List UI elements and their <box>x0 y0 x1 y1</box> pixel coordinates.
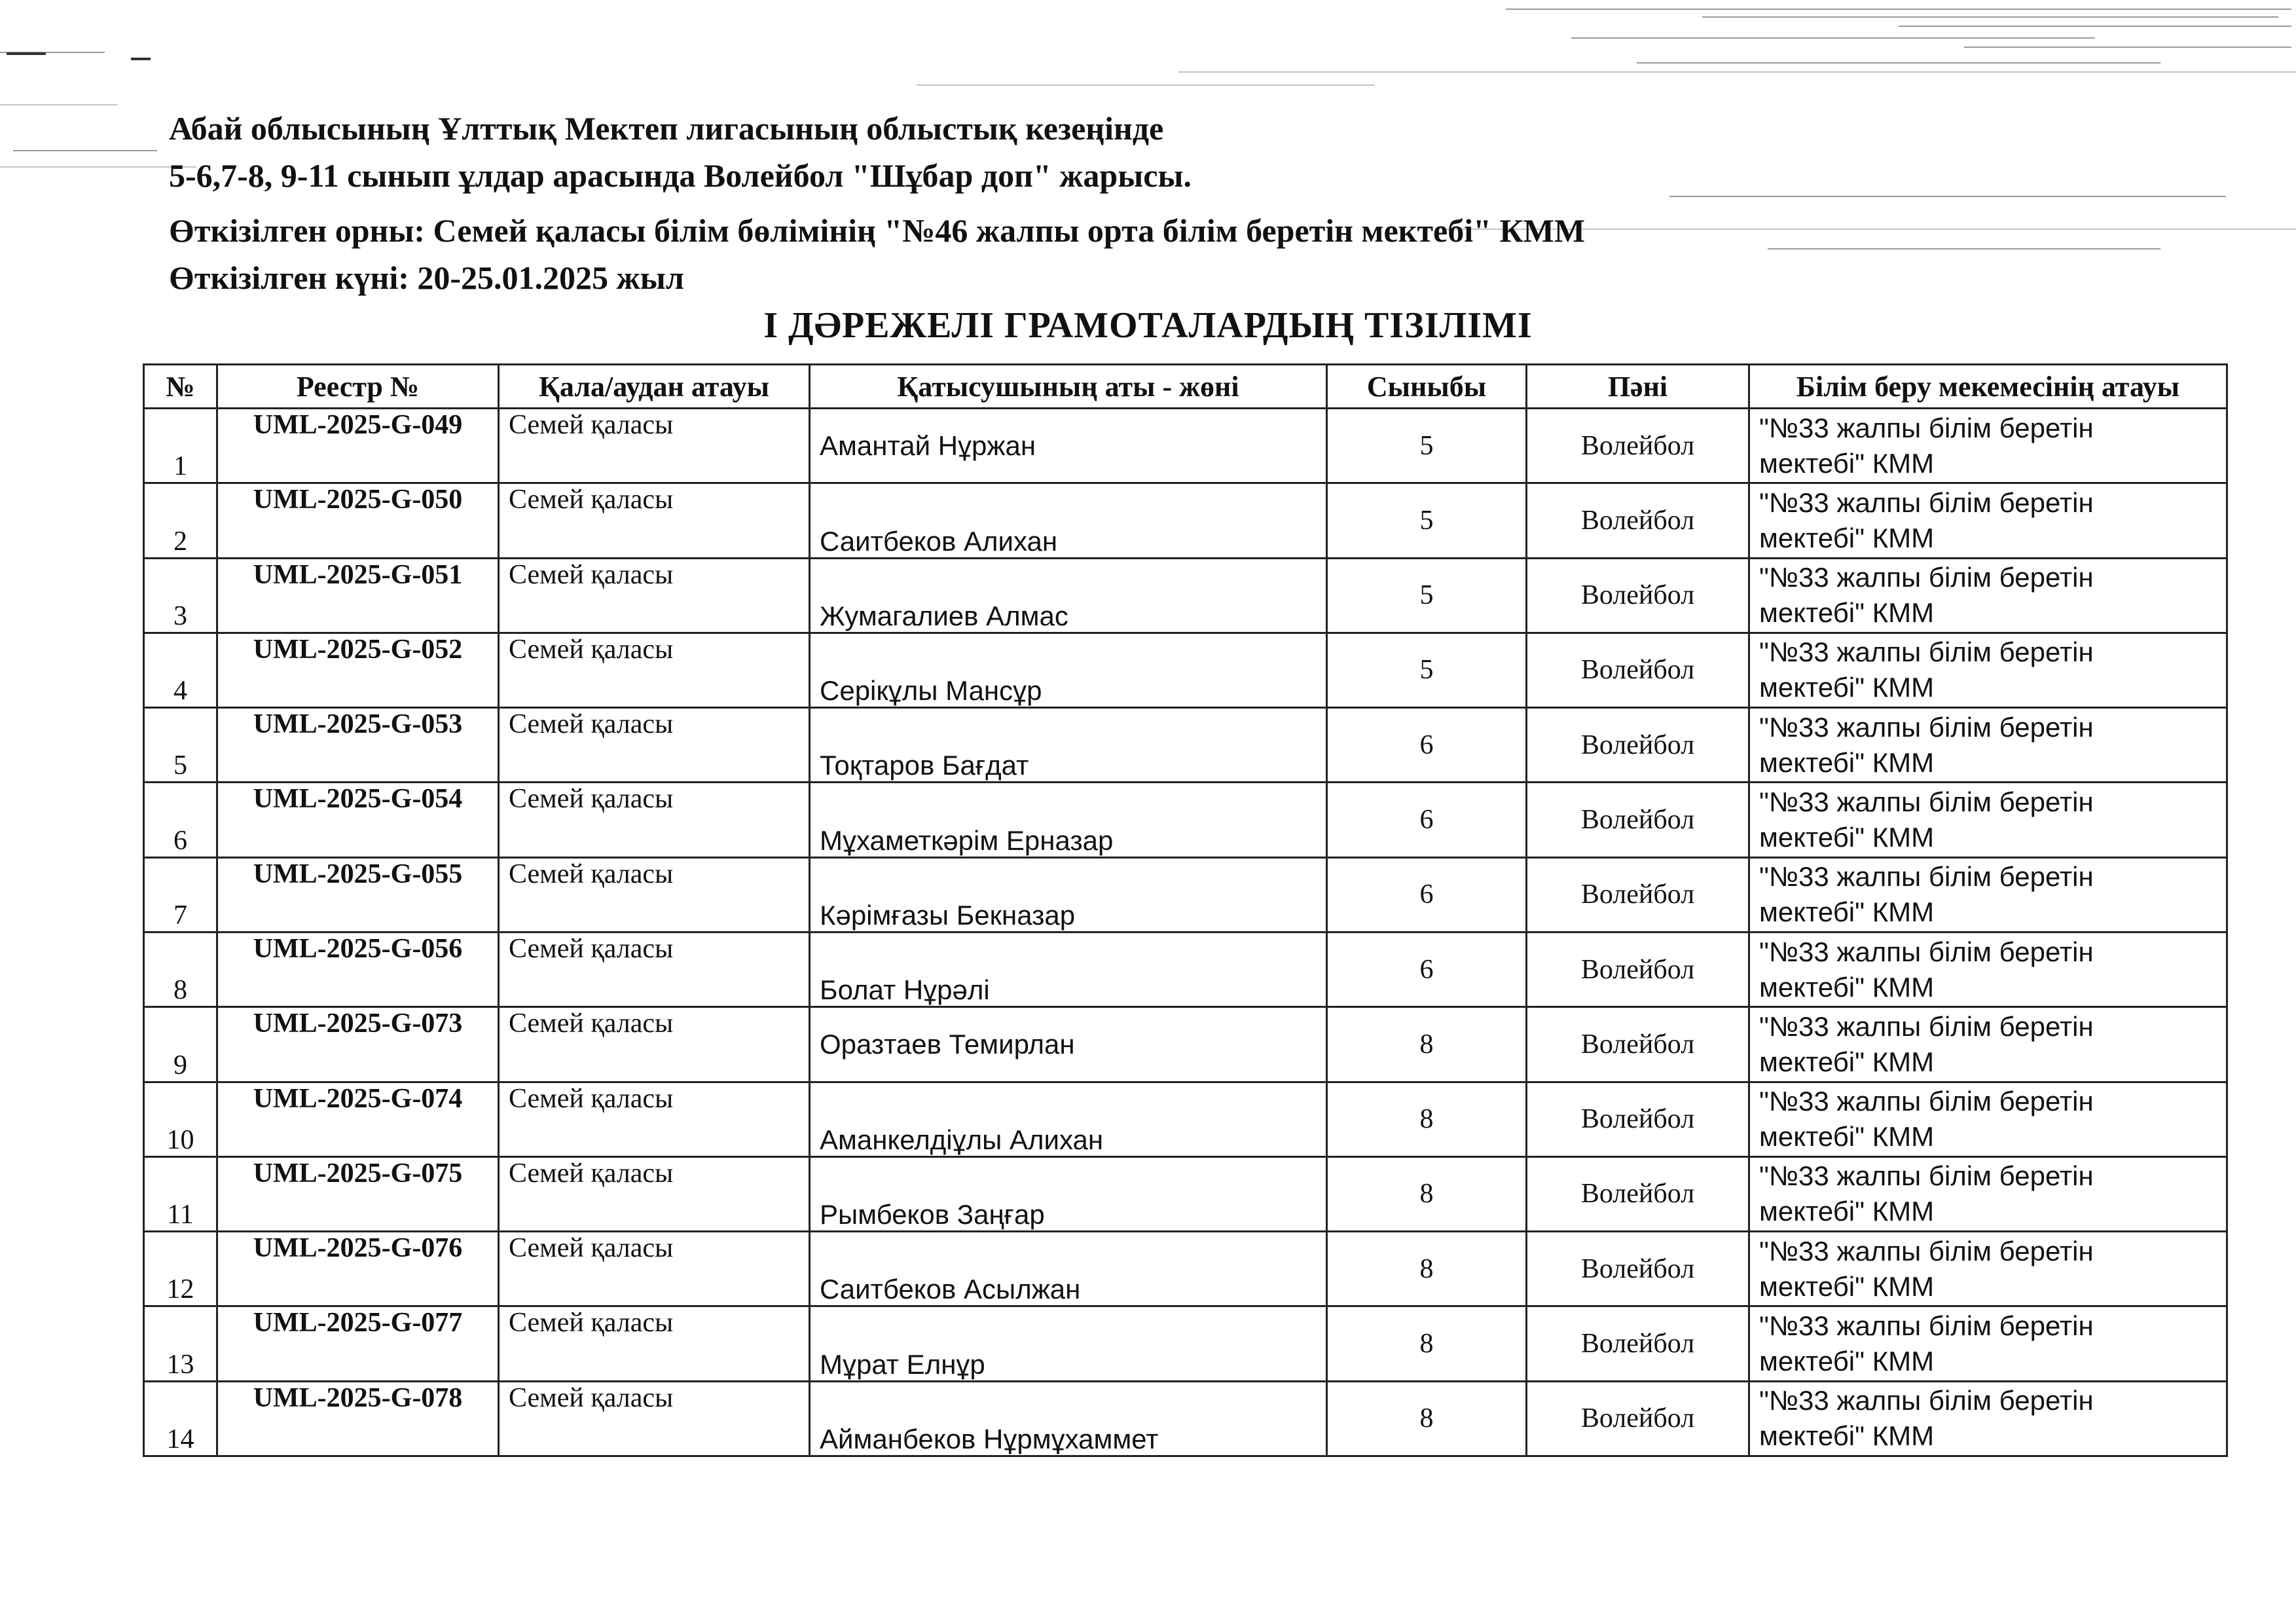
row-number: 5 <box>144 708 217 783</box>
school-name-line: "№33 жалпы білім беретін <box>1759 412 2094 443</box>
table-row <box>144 409 2227 483</box>
registry-number: UML-2025-G-053 <box>217 708 499 783</box>
table-row <box>144 1082 2227 1156</box>
city-name: Семей қаласы <box>499 558 810 633</box>
grade: 8 <box>1327 1007 1527 1082</box>
column-header-grade: Сыныбы <box>1327 365 1527 409</box>
column-header-school: Білім беру мекемесінің атауы <box>1749 365 2227 409</box>
row-number: 7 <box>144 857 217 932</box>
grade: 5 <box>1327 633 1527 707</box>
table-row <box>144 932 2227 1006</box>
grade: 5 <box>1327 558 1527 633</box>
school-name <box>1749 1156 2227 1231</box>
registry-table-body <box>144 409 2227 1456</box>
school-name-line: "№33 жалпы білім беретін <box>1759 1010 2094 1042</box>
participant-name: Тоқтаров Бағдат <box>810 708 1327 783</box>
participant-name: Саитбеков Асылжан <box>810 1232 1327 1306</box>
school-name <box>1749 857 2227 932</box>
school-name <box>1749 783 2227 857</box>
registry-number: UML-2025-G-075 <box>217 1156 499 1231</box>
table-row <box>144 783 2227 857</box>
row-number: 2 <box>144 483 217 558</box>
header-line-competition: Абай облысының Ұлттық Мектеп лигасының облыстық кезеңінде <box>169 110 1164 147</box>
school-name-line: мектебі" КММ <box>1759 896 1935 928</box>
school-name-line: мектебі" КММ <box>1759 1346 1935 1377</box>
school-name-line: "№33 жалпы білім беретін <box>1759 786 2094 818</box>
school-name <box>1749 1232 2227 1306</box>
registry-table <box>143 363 2228 1457</box>
city-name: Семей қаласы <box>499 1082 810 1156</box>
city-name: Семей қаласы <box>499 633 810 707</box>
registry-number: UML-2025-G-052 <box>217 633 499 707</box>
subject: Волейбол <box>1527 1007 1749 1082</box>
school-name-line: "№33 жалпы білім беретін <box>1759 1310 2094 1342</box>
city-name: Семей қаласы <box>499 1007 810 1082</box>
row-number: 6 <box>144 783 217 857</box>
subject: Волейбол <box>1527 1232 1749 1306</box>
registry-number: UML-2025-G-074 <box>217 1082 499 1156</box>
participant-name: Айманбеков Нұрмұхаммет <box>810 1381 1327 1456</box>
school-name-line: "№33 жалпы білім беретін <box>1759 562 2094 593</box>
grade: 6 <box>1327 932 1527 1006</box>
participant-name: Кәрімғазы Бекназар <box>810 857 1327 932</box>
subject: Волейбол <box>1527 1082 1749 1156</box>
school-name <box>1749 558 2227 633</box>
school-name-line: мектебі" КММ <box>1759 1420 1935 1452</box>
school-name-line: мектебі" КММ <box>1759 971 1935 1003</box>
school-name-line: "№33 жалпы білім беретін <box>1759 637 2094 668</box>
table-header-row <box>144 365 2227 409</box>
row-number: 12 <box>144 1232 217 1306</box>
grade: 8 <box>1327 1082 1527 1156</box>
header-line-classes: 5-6,7-8, 9-11 сынып ұлдар арасында Волейбол "Шұбар доп" жарысы. <box>169 157 1192 194</box>
participant-name: Аманкелдіұлы Алихан <box>810 1082 1327 1156</box>
participant-name: Амантай Нұржан <box>810 409 1327 483</box>
school-name-line: "№33 жалпы білім беретін <box>1759 1086 2094 1117</box>
row-number: 8 <box>144 932 217 1006</box>
subject: Волейбол <box>1527 1381 1749 1456</box>
table-row <box>144 1232 2227 1306</box>
school-name-line: "№33 жалпы білім беретін <box>1759 487 2094 518</box>
registry-number: UML-2025-G-049 <box>217 409 499 483</box>
row-number: 13 <box>144 1306 217 1381</box>
participant-name: Болат Нұрәлі <box>810 932 1327 1006</box>
school-name <box>1749 1381 2227 1456</box>
participant-name: Рымбеков Заңғар <box>810 1156 1327 1231</box>
registry-number: UML-2025-G-056 <box>217 932 499 1006</box>
subject: Волейбол <box>1527 1156 1749 1231</box>
subject: Волейбол <box>1527 932 1749 1006</box>
city-name: Семей қаласы <box>499 932 810 1006</box>
document-header <box>169 105 2133 301</box>
table-row <box>144 1306 2227 1381</box>
participant-name: Мұхаметкәрім Ерназар <box>810 783 1327 857</box>
school-name-line: мектебі" КММ <box>1759 1270 1935 1302</box>
school-name-line: мектебі" КММ <box>1759 597 1935 629</box>
school-name-line: мектебі" КММ <box>1759 447 1935 479</box>
row-number: 3 <box>144 558 217 633</box>
participant-name: Серікұлы Мансұр <box>810 633 1327 707</box>
subject: Волейбол <box>1527 783 1749 857</box>
school-name <box>1749 633 2227 707</box>
grade: 5 <box>1327 483 1527 558</box>
registry-number: UML-2025-G-055 <box>217 857 499 932</box>
row-number: 9 <box>144 1007 217 1082</box>
header-line-venue: Өткізілген орны: Семей қаласы білім бөлімінің "№46 жалпы орта білім беретін мектебі" КММ <box>169 212 1586 249</box>
school-name <box>1749 1082 2227 1156</box>
header-line-date: Өткізілген күні: 20-25.01.2025 жыл <box>169 259 684 296</box>
city-name: Семей қаласы <box>499 1156 810 1231</box>
city-name: Семей қаласы <box>499 1381 810 1456</box>
column-header-city: Қала/аудан атауы <box>499 365 810 409</box>
city-name: Семей қаласы <box>499 483 810 558</box>
grade: 6 <box>1327 708 1527 783</box>
city-name: Семей қаласы <box>499 1306 810 1381</box>
subject: Волейбол <box>1527 1306 1749 1381</box>
registry-number: UML-2025-G-078 <box>217 1381 499 1456</box>
subject: Волейбол <box>1527 483 1749 558</box>
row-number: 4 <box>144 633 217 707</box>
school-name <box>1749 409 2227 483</box>
school-name-line: мектебі" КММ <box>1759 672 1935 703</box>
row-number: 11 <box>144 1156 217 1231</box>
school-name-line: мектебі" КММ <box>1759 1121 1935 1153</box>
participant-name: Мұрат Елнұр <box>810 1306 1327 1381</box>
grade: 5 <box>1327 409 1527 483</box>
school-name-line: "№33 жалпы білім беретін <box>1759 1235 2094 1266</box>
row-number: 10 <box>144 1082 217 1156</box>
row-number: 14 <box>144 1381 217 1456</box>
school-name-line: "№33 жалпы білім беретін <box>1759 861 2094 893</box>
column-header-subject: Пәні <box>1527 365 1749 409</box>
city-name: Семей қаласы <box>499 708 810 783</box>
school-name <box>1749 483 2227 558</box>
subject: Волейбол <box>1527 857 1749 932</box>
grade: 8 <box>1327 1306 1527 1381</box>
subject: Волейбол <box>1527 409 1749 483</box>
document-title: І ДӘРЕЖЕЛІ ГРАМОТАЛАРДЫҢ ТІЗІЛІМІ <box>763 305 1533 346</box>
table-row <box>144 708 2227 783</box>
registry-number: UML-2025-G-073 <box>217 1007 499 1082</box>
table-row <box>144 483 2227 558</box>
school-name-line: мектебі" КММ <box>1759 522 1935 553</box>
table-row <box>144 1381 2227 1456</box>
school-name-line: "№33 жалпы білім беретін <box>1759 1385 2094 1416</box>
table-row <box>144 1156 2227 1231</box>
school-name-line: мектебі" КММ <box>1759 822 1935 853</box>
column-header-participant: Қатысушының аты - жөні <box>810 365 1327 409</box>
column-header-number: № <box>144 365 217 409</box>
school-name <box>1749 1306 2227 1381</box>
school-name <box>1749 708 2227 783</box>
school-name-line: "№33 жалпы білім беретін <box>1759 936 2094 967</box>
registry-number: UML-2025-G-054 <box>217 783 499 857</box>
subject: Волейбол <box>1527 633 1749 707</box>
city-name: Семей қаласы <box>499 783 810 857</box>
school-name-line: "№33 жалпы білім беретін <box>1759 1160 2094 1192</box>
grade: 6 <box>1327 783 1527 857</box>
column-header-registry: Реестр № <box>217 365 499 409</box>
grade: 6 <box>1327 857 1527 932</box>
row-number: 1 <box>144 409 217 483</box>
table-row <box>144 1007 2227 1082</box>
registry-number: UML-2025-G-076 <box>217 1232 499 1306</box>
grade: 8 <box>1327 1232 1527 1306</box>
school-name <box>1749 1007 2227 1082</box>
subject: Волейбол <box>1527 708 1749 783</box>
subject: Волейбол <box>1527 558 1749 633</box>
school-name-line: мектебі" КММ <box>1759 1046 1935 1077</box>
grade: 8 <box>1327 1156 1527 1231</box>
table-row <box>144 558 2227 633</box>
table-row <box>144 857 2227 932</box>
school-name-line: мектебі" КММ <box>1759 747 1935 778</box>
registry-number: UML-2025-G-050 <box>217 483 499 558</box>
registry-number: UML-2025-G-051 <box>217 558 499 633</box>
city-name: Семей қаласы <box>499 857 810 932</box>
participant-name: Оразтаев Темирлан <box>810 1007 1327 1082</box>
grade: 8 <box>1327 1381 1527 1456</box>
city-name: Семей қаласы <box>499 1232 810 1306</box>
participant-name: Жумагалиев Алмас <box>810 558 1327 633</box>
school-name-line: мектебі" КММ <box>1759 1196 1935 1227</box>
school-name <box>1749 932 2227 1006</box>
participant-name: Саитбеков Алихан <box>810 483 1327 558</box>
school-name-line: "№33 жалпы білім беретін <box>1759 711 2094 743</box>
city-name: Семей қаласы <box>499 409 810 483</box>
registry-number: UML-2025-G-077 <box>217 1306 499 1381</box>
table-row <box>144 633 2227 707</box>
